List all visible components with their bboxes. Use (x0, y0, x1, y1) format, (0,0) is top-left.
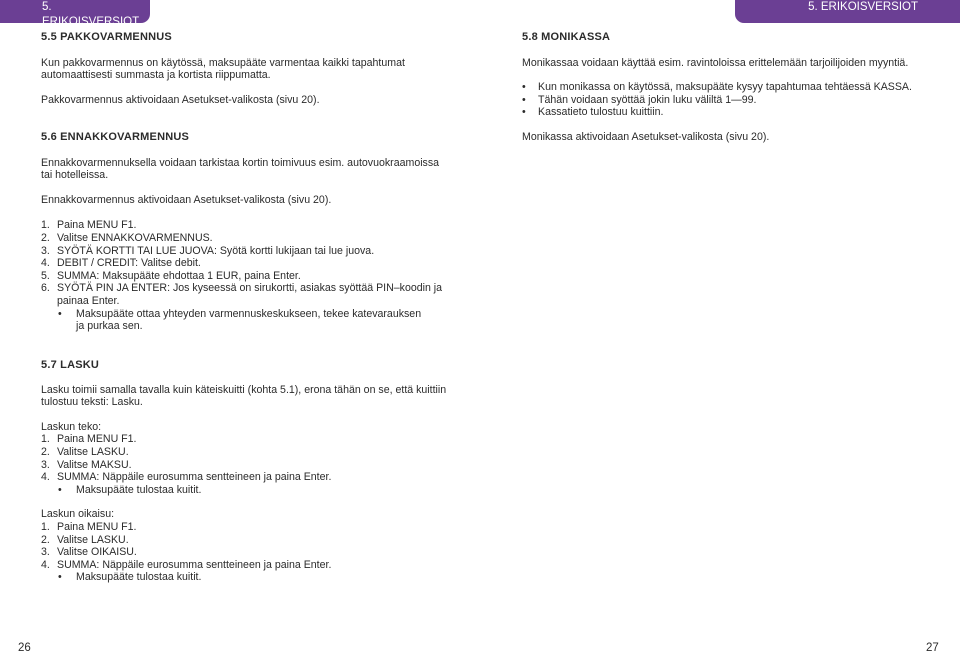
list-item: 4. SUMMA: Näppäile eurosumma sentteineen ja paina Enter. (41, 471, 332, 484)
subheading: Laskun teko: (41, 420, 102, 433)
section-5-7 (41, 359, 461, 584)
bullet-item: • Maksupääte tulostaa kuitit. (41, 484, 461, 497)
bullet-icon: • (58, 483, 62, 496)
bullet-item: • Maksupääte ottaa yhteyden varmennuskeskukseen, tekee katevarauksen (41, 308, 461, 321)
bullet-icon: • (58, 307, 62, 320)
paragraph-line: tulostuu teksti: Lasku. (41, 396, 143, 409)
bullet-list (522, 81, 942, 119)
bullet-item: • Tähän voidaan syöttää jokin luku väliltä 1—99. (522, 93, 757, 106)
list-item: 1. Paina MENU F1. (41, 219, 137, 232)
paragraph: Pakkovarmennus aktivoidaan Asetukset-valikosta (sivu 20). (41, 93, 320, 106)
header-tab-left (0, 0, 150, 28)
paragraph-line: Kun pakkovarmennus on käytössä, maksupääte varmentaa kaikki tapahtumat (41, 56, 405, 69)
step-list (41, 219, 461, 332)
paragraph-line: Lasku toimii samalla tavalla kuin käteiskuitti (kohta 5.1), erona tähän on se, että kuittiin (41, 383, 447, 396)
list-item: 2. Valitse LASKU. (41, 445, 129, 458)
paragraph: Monikassaa voidaan käyttää esim. ravintoloissa erittelemään tarjoilijoiden myyntiä. (522, 56, 909, 69)
paragraph: Monikassa aktivoidaan Asetukset-valikosta (sivu 20). (522, 130, 770, 143)
list-item: 2. Valitse ENNAKKOVARMENNUS. (41, 231, 213, 244)
page-number-right: 27 (926, 642, 939, 654)
section-title: 5.6 ENNAKKOVARMENNUS (41, 131, 190, 143)
list-item-continuation: painaa Enter. (57, 294, 120, 307)
section-title: 5.8 MONIKASSA (522, 31, 611, 43)
section-5-5 (41, 31, 461, 106)
bullet-icon: • (522, 81, 526, 94)
paragraph-line: Ennakkovarmennuksella voidaan tarkistaa kortin toimivuus esim. autovuokraamoissa (41, 156, 440, 169)
bullet-icon: • (522, 106, 526, 119)
subheading: Laskun oikaisu: (41, 508, 115, 521)
list-item: 3. Valitse OIKAISU. (41, 546, 137, 559)
list-item: 1. Paina MENU F1. (41, 433, 137, 446)
header-tab-left-label: 5. ERIKOISVERSIOT (42, 1, 140, 28)
list-item: 5. SUMMA: Maksupääte ehdottaa 1 EUR, paina Enter. (41, 269, 301, 282)
section-title: 5.5 PAKKOVARMENNUS (41, 31, 172, 43)
paragraph-line: tai hotelleissa. (41, 169, 109, 182)
bullet-item: • Kun monikassa on käytössä, maksupääte kysyy tapahtumaa tehtäessä KASSA. (522, 81, 912, 94)
bullet-item: • Kassatieto tulostuu kuittiin. (522, 106, 664, 119)
list-item: 4. SUMMA: Näppäile eurosumma sentteineen ja paina Enter. (41, 558, 332, 571)
page-number-left: 26 (18, 642, 31, 654)
list-item: 3. Valitse MAKSU. (41, 458, 132, 471)
list-item: 4. DEBIT / CREDIT: Valitse debit. (41, 257, 201, 270)
list-item: 1. Paina MENU F1. (41, 520, 137, 533)
list-item: 3. SYÖTÄ KORTTI TAI LUE JUOVA: Syötä kortti lukijaan tai lue juova. (41, 244, 375, 257)
bullet-item-continuation: ja purkaa sen. (76, 320, 143, 333)
step-list (41, 433, 461, 496)
header-tab-right-label: 5. ERIKOISVERSIOT (808, 1, 918, 13)
section-5-8 (522, 31, 942, 144)
section-5-6 (41, 131, 461, 333)
paragraph-line: automaattisesti summasta ja kortista riippumatta. (41, 69, 271, 82)
bullet-item: • Maksupääte tulostaa kuitit. (41, 571, 461, 584)
list-item: 6. SYÖTÄ PIN JA ENTER: Jos kyseessä on sirukortti, asiakas syöttää PIN–koodin ja (41, 282, 443, 295)
section-title: 5.7 LASKU (41, 359, 100, 371)
bullet-icon: • (522, 93, 526, 106)
list-item: 2. Valitse LASKU. (41, 533, 129, 546)
header-tab-right (735, 0, 960, 23)
bullet-icon: • (58, 571, 62, 584)
paragraph: Ennakkovarmennus aktivoidaan Asetukset-valikosta (sivu 20). (41, 193, 332, 206)
step-list (41, 521, 461, 584)
